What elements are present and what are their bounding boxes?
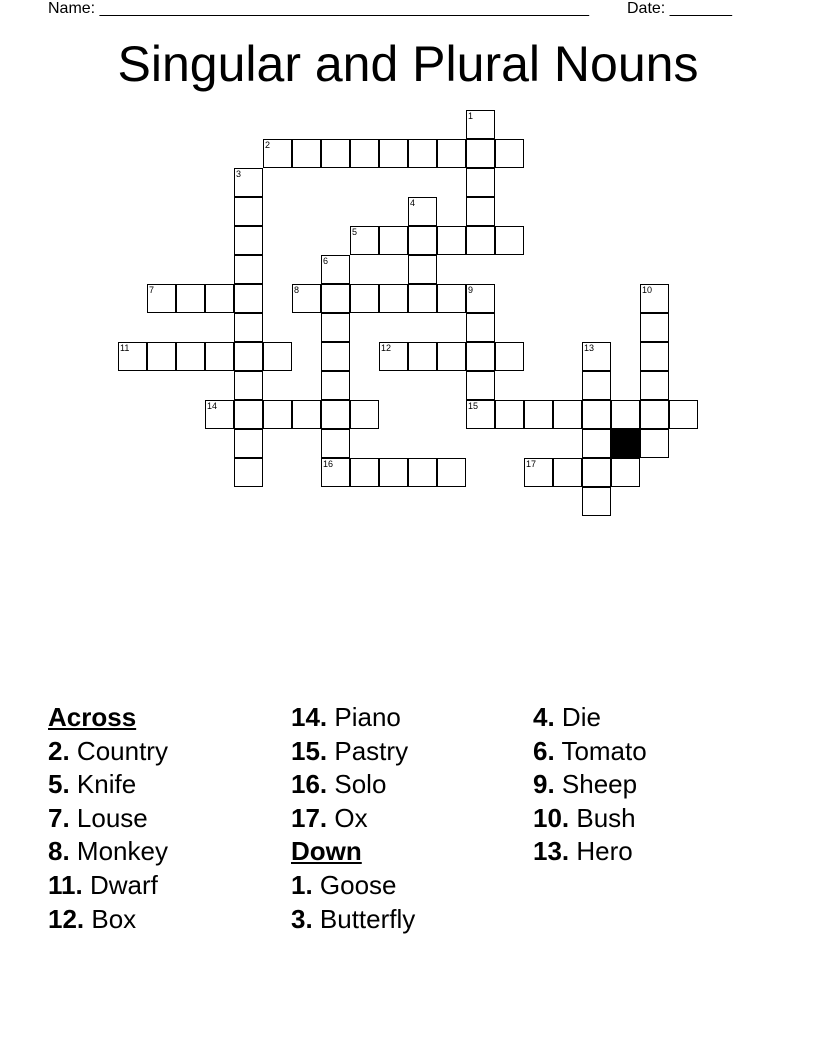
- crossword-cell[interactable]: [292, 284, 321, 313]
- crossword-cell[interactable]: [321, 429, 350, 458]
- crossword-cell[interactable]: [321, 371, 350, 400]
- clue-number-label: 1: [468, 111, 474, 121]
- crossword-cell[interactable]: [234, 255, 263, 284]
- crossword-cell[interactable]: [176, 284, 205, 313]
- clue-across-11: 11. Dwarf: [48, 869, 158, 900]
- crossword-cell[interactable]: [379, 284, 408, 313]
- crossword-cell[interactable]: [205, 400, 234, 429]
- crossword-cell[interactable]: [437, 139, 466, 168]
- date-field-label: Date: _______: [627, 0, 732, 17]
- clue-down-3: 3. Butterfly: [291, 903, 416, 934]
- crossword-cell[interactable]: [466, 342, 495, 371]
- crossword-cell[interactable]: [408, 284, 437, 313]
- crossword-cell[interactable]: [321, 342, 350, 371]
- crossword-cell[interactable]: [582, 429, 611, 458]
- crossword-cell[interactable]: [640, 284, 669, 313]
- clue-number-label: 10: [642, 285, 653, 295]
- crossword-cell[interactable]: [408, 255, 437, 284]
- clue-column-2: [291, 701, 531, 936]
- crossword-cell[interactable]: [379, 139, 408, 168]
- crossword-cell[interactable]: [234, 458, 263, 487]
- clue-across-16: 16. Solo: [291, 769, 387, 800]
- clue-down-9: 9. Sheep: [533, 769, 638, 800]
- crossword-cell[interactable]: [669, 400, 698, 429]
- clue-across-12: 12. Box: [48, 903, 137, 934]
- crossword-cell[interactable]: [495, 139, 524, 168]
- crossword-cell[interactable]: [582, 400, 611, 429]
- crossword-cell[interactable]: [466, 226, 495, 255]
- crossword-cell[interactable]: [118, 342, 147, 371]
- crossword-cell[interactable]: [321, 313, 350, 342]
- clue-down-4: 4. Die: [533, 702, 601, 732]
- crossword-cell[interactable]: [640, 371, 669, 400]
- crossword-cell[interactable]: [582, 487, 611, 516]
- clue-down-13: 13. Hero: [533, 836, 633, 867]
- crossword-cell[interactable]: [321, 458, 350, 487]
- crossword-cell[interactable]: [466, 371, 495, 400]
- clue-number-label: 6: [323, 256, 329, 266]
- crossword-cell[interactable]: [524, 400, 553, 429]
- page-title: Singular and Plural Nouns: [117, 36, 699, 92]
- clue-number-label: 2: [265, 140, 271, 150]
- clue-down-10: 10. Bush: [533, 802, 636, 833]
- crossword-cell[interactable]: [350, 458, 379, 487]
- crossword-cell[interactable]: [234, 429, 263, 458]
- clue-down-6: 6. Tomato: [533, 735, 647, 766]
- crossword-cell[interactable]: [321, 400, 350, 429]
- clue-number-label: 7: [149, 285, 155, 295]
- crossword-cell[interactable]: [234, 313, 263, 342]
- crossword-cell[interactable]: [466, 400, 495, 429]
- crossword-cell[interactable]: [553, 458, 582, 487]
- crossword-cell[interactable]: [437, 342, 466, 371]
- crossword-cell[interactable]: [350, 284, 379, 313]
- crossword-cell[interactable]: [321, 284, 350, 313]
- crossword-cell[interactable]: [611, 458, 640, 487]
- clue-number-label: 14: [207, 401, 218, 411]
- crossword-cell[interactable]: [379, 458, 408, 487]
- crossword-cell[interactable]: [611, 400, 640, 429]
- crossword-block-cell: [611, 429, 640, 458]
- clue-number-label: 9: [468, 285, 474, 295]
- name-field-label: Name: _______________________________________________________: [48, 0, 589, 17]
- crossword-cell[interactable]: [408, 139, 437, 168]
- crossword-cell[interactable]: [582, 342, 611, 371]
- crossword-cell[interactable]: [234, 168, 263, 197]
- crossword-cell[interactable]: [350, 139, 379, 168]
- clue-across-14: 14. Piano: [291, 702, 401, 732]
- crossword-cell[interactable]: [408, 226, 437, 255]
- clue-number-label: 3: [236, 169, 242, 179]
- crossword-cell[interactable]: [292, 139, 321, 168]
- crossword-cell[interactable]: [495, 342, 524, 371]
- crossword-cell[interactable]: [466, 168, 495, 197]
- crossword-cell[interactable]: [234, 371, 263, 400]
- crossword-cell[interactable]: [234, 197, 263, 226]
- crossword-cell[interactable]: [350, 226, 379, 255]
- across-heading: Across: [48, 702, 137, 732]
- clue-number-label: 12: [381, 343, 392, 353]
- crossword-cell[interactable]: [466, 284, 495, 313]
- crossword-cell[interactable]: [466, 139, 495, 168]
- crossword-cell[interactable]: [205, 342, 234, 371]
- crossword-cell[interactable]: [495, 400, 524, 429]
- crossword-cell[interactable]: [205, 284, 234, 313]
- crossword-cell[interactable]: [234, 226, 263, 255]
- crossword-cell[interactable]: [408, 342, 437, 371]
- clue-across-5: 5. Knife: [48, 769, 137, 800]
- clue-number-label: 16: [323, 459, 334, 469]
- crossword-cell[interactable]: [408, 197, 437, 226]
- clue-number-label: 8: [294, 285, 300, 295]
- crossword-cell[interactable]: [292, 400, 321, 429]
- crossword-cell[interactable]: [263, 400, 292, 429]
- clue-across-17: 17. Ox: [291, 802, 368, 833]
- clue-number-label: 15: [468, 401, 479, 411]
- crossword-cell[interactable]: [640, 400, 669, 429]
- crossword-cell[interactable]: [176, 342, 205, 371]
- crossword-cell[interactable]: [147, 284, 176, 313]
- clue-number-label: 17: [526, 459, 537, 469]
- crossword-cell[interactable]: [379, 342, 408, 371]
- crossword-cell[interactable]: [321, 255, 350, 284]
- crossword-cell[interactable]: [437, 226, 466, 255]
- crossword-cell[interactable]: [640, 313, 669, 342]
- crossword-cell[interactable]: [350, 400, 379, 429]
- crossword-cell[interactable]: [234, 400, 263, 429]
- clue-number-label: 4: [410, 198, 416, 208]
- crossword-cell[interactable]: [437, 284, 466, 313]
- crossword-cell[interactable]: [466, 197, 495, 226]
- crossword-cell[interactable]: [524, 458, 553, 487]
- clue-across-15: 15. Pastry: [291, 735, 409, 766]
- crossword-cell[interactable]: [321, 139, 350, 168]
- crossword-cell[interactable]: [582, 371, 611, 400]
- crossword-cell[interactable]: [263, 342, 292, 371]
- crossword-cell[interactable]: [437, 458, 466, 487]
- crossword-cell[interactable]: [147, 342, 176, 371]
- crossword-cell[interactable]: [640, 342, 669, 371]
- crossword-cell[interactable]: [408, 458, 437, 487]
- crossword-cell[interactable]: [466, 313, 495, 342]
- clue-number-label: 5: [352, 227, 358, 237]
- clue-across-2: 2. Country: [48, 735, 168, 766]
- crossword-cell[interactable]: [582, 458, 611, 487]
- clue-column-3: [533, 701, 773, 869]
- crossword-cell[interactable]: [379, 226, 408, 255]
- crossword-cell[interactable]: [495, 226, 524, 255]
- clue-column-1: [48, 701, 288, 936]
- clue-down-1: 1. Goose: [291, 869, 397, 900]
- crossword-cell[interactable]: [640, 429, 669, 458]
- crossword-cell[interactable]: [234, 284, 263, 313]
- down-heading: Down: [291, 836, 362, 867]
- clue-number-label: 13: [584, 343, 595, 353]
- clue-across-8: 8. Monkey: [48, 836, 168, 867]
- clue-across-7: 7. Louse: [48, 802, 148, 833]
- crossword-cell[interactable]: [466, 110, 495, 139]
- clue-number-label: 11: [120, 343, 130, 353]
- crossword-cell[interactable]: [263, 139, 292, 168]
- crossword-cell[interactable]: [234, 342, 263, 371]
- crossword-cell[interactable]: [553, 400, 582, 429]
